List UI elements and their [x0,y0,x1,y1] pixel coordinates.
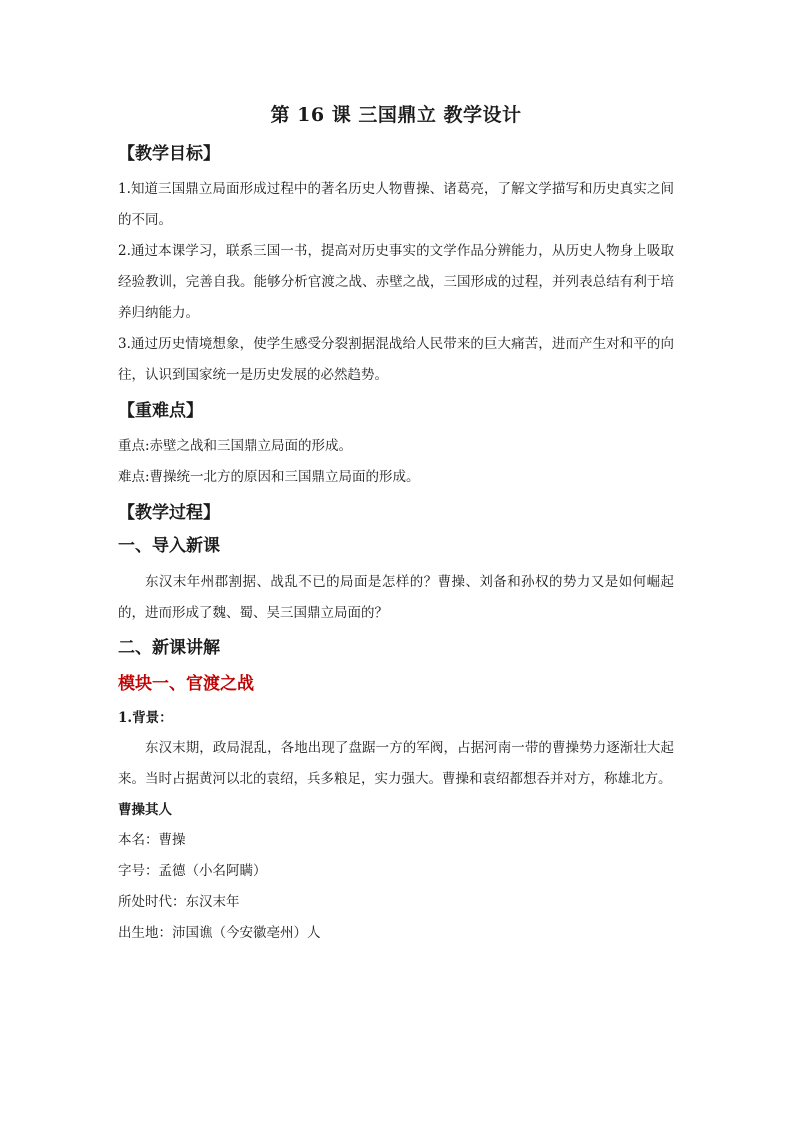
person-fact-name: 本名：曹操 [118,832,186,848]
intro-text: 东汉末年州郡割据、战乱不已的局面是怎样的？曹操、刘备和孙权的势力又是如何崛起的，进而形成了魏、蜀、吴三国鼎立局面的？ [118,574,674,621]
objectives-heading: 【教学目标】 [118,144,220,164]
objective-item-2: 2.通过本课学习，联系三国一书，提高对历史事实的文学作品分辨能力，从历史人物身上吸取经验教训，完善自我。能够分析官渡之战、赤壁之战，三国形成的过程，并列表总结有利于培养归纳能力。 [118,243,674,321]
person-fact-style: 字号：孟德（小名阿瞒） [118,863,267,879]
module-title: 模块一、官渡之战 [118,674,254,694]
key-points-heading: 【重难点】 [118,401,203,421]
page-title: 第 16 课 三国鼎立 教学设计 [270,104,522,126]
background-text: 东汉末期，政局混乱，各地出现了盘踞一方的军阀，占据河南一带的曹操势力逐渐壮大起来。当时占据黄河以北的袁绍，兵多粮足，实力强大。曹操和袁绍都想吞并对方，称雄北方。 [118,740,674,787]
process-heading: 【教学过程】 [118,503,220,523]
document-page [118,100,674,949]
key-point-difficulty: 难点:曹操统一北方的原因和三国鼎立局面的形成。 [118,469,420,485]
intro-heading: 一、导入新课 [118,536,220,556]
new-lesson-heading: 二、新课讲解 [118,638,220,658]
person-heading: 曹操其人 [118,802,172,818]
background-label: 1.背景： [118,710,173,726]
person-fact-birthplace: 出生地：沛国谯（今安徽亳州）人 [118,925,321,941]
key-point-focus: 重点:赤壁之战和三国鼎立局面的形成。 [118,438,353,454]
person-fact-era: 所处时代：东汉末年 [118,894,240,910]
objective-item-1: 1.知道三国鼎立局面形成过程中的著名历史人物曹操、诸葛亮，了解文学描写和历史真实之间的不同。 [118,181,674,228]
objective-item-3: 3.通过历史情境想象，使学生感受分裂割据混战给人民带来的巨大痛苦，进而产生对和平的向往，认识到国家统一是历史发展的必然趋势。 [118,336,674,383]
